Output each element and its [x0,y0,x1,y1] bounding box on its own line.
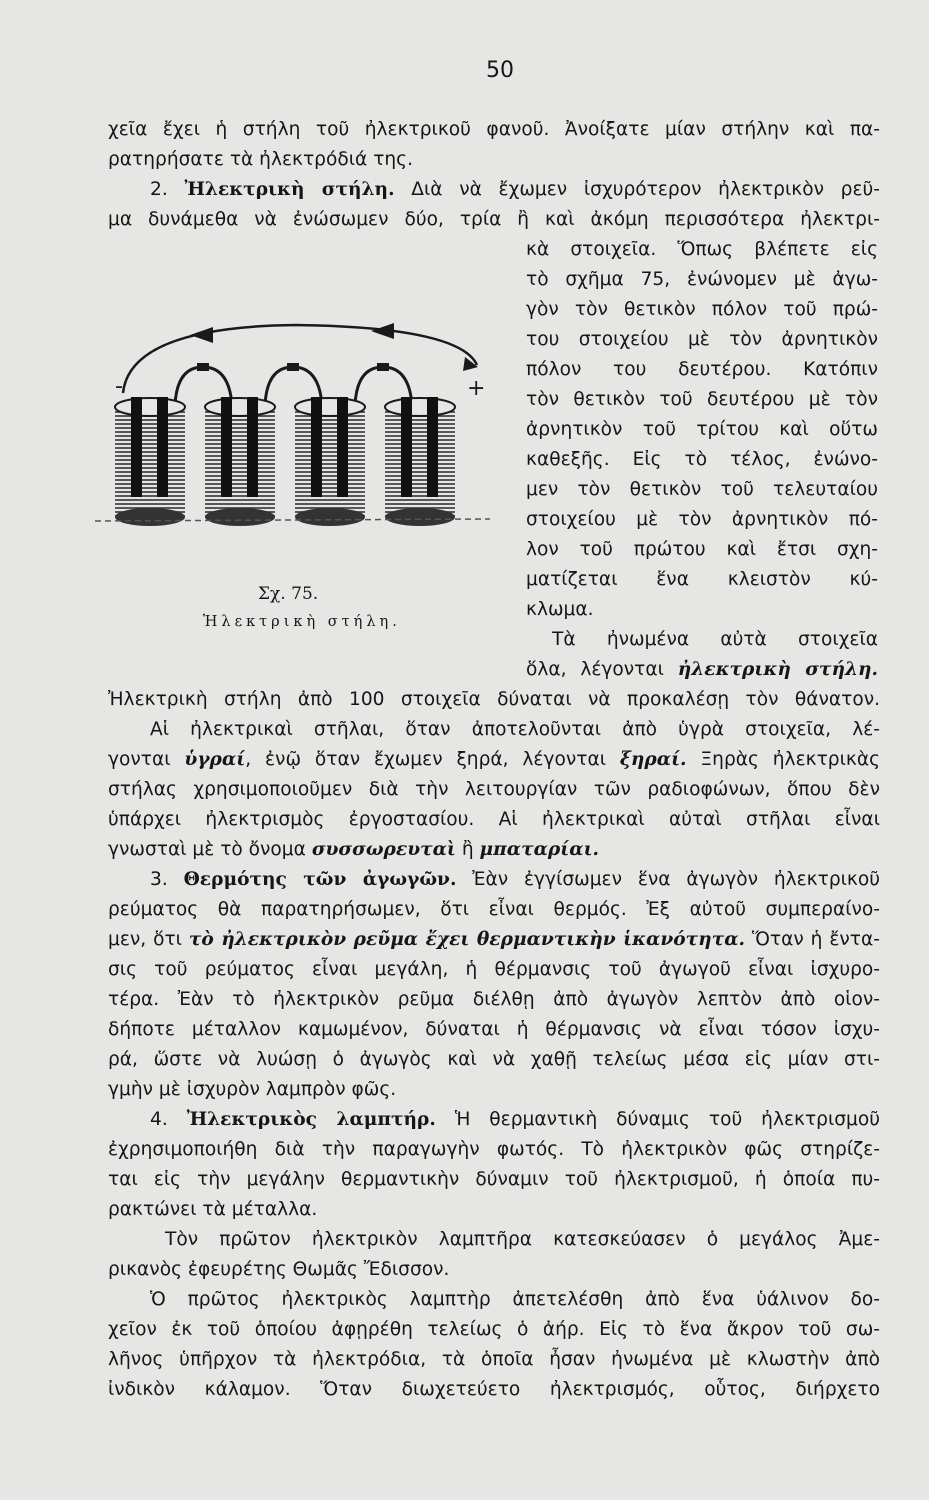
text-line: μεν, ὅτι τὸ ἠλεκτρικὸν ρεῦμα ἔχει θερμαντικὴν ἱκανότητα. Ὅταν ἡ ἔντα- [108,929,880,950]
arrow-icon [371,323,394,339]
text-line: Ὁ πρῶτος ἠλεκτρικὸς λαμπτὴρ ἀπετελέσθη ἀπὸ ἕνα ὑάλινον δο- [150,1289,880,1310]
emphasis-term: ὑγραί [184,749,246,770]
text-line: 3. Θερμότης τῶν ἀγωγῶν. Ἐὰν ἐγγίσωμεν ἕνα ἀγωγὸν ἠλεκτρικοῦ [150,869,881,890]
text-line: πόλον του δευτέρου. Κατόπιν [526,359,878,380]
cell [115,397,185,526]
text-line: κὰ στοιχεῖα. Ὅπως βλέπετε εἰς [526,239,878,260]
text-line: χεῖον ἐκ τοῦ ὁποίου ἀφῃρέθη τελείως ὁ ἀήρ. Εἰς τὸ ἕνα ἄκρον τοῦ σω- [108,1319,880,1340]
arrow-icon [190,327,213,343]
section-heading: Ἠλεκτρικὴ στήλη. [184,179,395,200]
text-line: τέρα. Ἐὰν τὸ ἠλεκτρικὸν ρεῦμα διέλθῃ ἀπὸ ἀγωγὸν λεπτὸν ἀπὸ οἱον- [108,989,880,1010]
text-line: γνωσταὶ μὲ τὸ ὄνομα συσσωρευταὶ ἢ μπαταρίαι. [108,839,600,860]
text-line: ρά, ὥστε νὰ λυώσῃ ὁ ἀγωγὸς καὶ νὰ χαθῇ τελείως μέσα εἰς μίαν στι- [108,1049,880,1070]
text-line: ἰνδικὸν κάλαμον. Ὅταν διωχετεύετο ἠλεκτρισμός, οὗτος, διήρχετο [108,1379,880,1400]
figure-number: Σχ. 75. [258,584,319,604]
emphasis-term: ἠλεκτρικὴ στήλη. [677,659,878,680]
section-heading: Θερμότης τῶν ἀγωγῶν. [183,869,457,890]
text-line: ται εἰς τὴν μεγάλην θερμαντικὴν δύναμιν τοῦ ἠλεκτρισμοῦ, ἡ ὁποία πυ- [108,1169,880,1190]
text-line: Αἱ ἠλεκτρικαὶ στῆλαι, ὅταν ἀποτελοῦνται ἀπὸ ὑγρὰ στοιχεῖα, λέ- [150,719,880,740]
text-line: μα δυνάμεθα νὰ ἐνώσωμεν δύο, τρία ἢ καὶ ἀκόμη περισσότερα ἠλεκτρι- [108,209,880,230]
text-line: τὸ σχῆμα 75, ἐνώνομεν μὲ ἀγω- [526,269,878,290]
text-line: ρικανὸς ἐφευρέτης Θωμᾶς Ἔδισσον. [108,1259,450,1280]
text-line: λον τοῦ πρώτου καὶ ἔτσι σχη- [526,539,878,560]
return-wire [123,325,477,393]
battery-figure [95,315,495,585]
text-line: 2. Ἠλεκτρικὴ στήλη. Διὰ νὰ ἔχωμεν ἰσχυρότερον ἠλεκτρικὸν ρεῦ- [150,179,880,200]
text-line: Τὸν πρῶτον ἠλεκτρικὸν λαμπτῆρα κατεσκεύασεν ὁ μεγάλος Ἀμε- [165,1229,880,1250]
text-line: ρακτώνει τὰ μέταλλα. [108,1199,318,1220]
text-line: γμὴν μὲ ἰσχυρὸν λαμπρὸν φῶς. [108,1079,397,1100]
section-heading: Ἠλεκτρικὸς λαμπτήρ. [186,1109,436,1130]
page-number: 50 [486,58,514,83]
text-line: ἀρνητικὸν τοῦ τρίτου καὶ οὕτω [526,419,878,440]
text-line: μεν τὸν θετικὸν τοῦ τελευταίου [526,479,878,500]
text-line: Τὰ ἠνωμένα αὐτὰ στοιχεῖα [552,629,878,650]
text-line: κλωμα. [526,599,594,620]
text-line: χεῖα ἔχει ἡ στήλη τοῦ ἠλεκτρικοῦ φανοῦ. Ἀνοίξατε μίαν στήλην καὶ πα- [108,119,880,140]
plus-sign: + [467,376,486,401]
cell [295,397,365,526]
emphasis-term: συσσωρευταὶ [311,839,456,860]
figure-caption: Ἡλεκτρικὴ στήλη. [203,614,401,630]
text-line: στήλας χρησιμοποιοῦμεν διὰ τὴν λειτουργίαν τῶν ραδιοφώνων, ὅπου δὲν [108,779,880,800]
text-line: γὸν τὸν θετικὸν πόλον τοῦ πρώ- [526,299,878,320]
text-line: ρεύματος θὰ παρατηρήσωμεν, ὅτι εἶναι θερμός. Ἐξ αὐτοῦ συμπεραίνο- [108,899,880,920]
text-line: λῆνος ὑπῆρχον τὰ ἠλεκτρόδια, τὰ ὁποῖα ἦσαν ἠνωμένα μὲ κλωστὴν ἀπὸ [108,1349,880,1370]
text-line: δήποτε μέταλλον καμωμένον, δύναται ἡ θέρμανσις νὰ εἶναι τόσον ἰσχυ- [108,1019,880,1040]
emphasis-term: τὸ ἠλεκτρικὸν ρεῦμα ἔχει θερμαντικὴν ἱκανότητα. [188,929,745,950]
text-line: ὑπάρχει ἠλεκτρισμὸς ἐργοστασίου. Αἱ ἠλεκτρικαὶ αὐταὶ στῆλαι εἶναι [108,809,880,830]
text-line: τὸν θετικὸν τοῦ δευτέρου μὲ τὸν [526,389,878,410]
text-line: του στοιχείου μὲ τὸν ἀρνητικὸν [526,329,878,350]
text-line: στοιχείου μὲ τὸν ἀρνητικὸν πό- [526,509,878,530]
minus-sign: - [115,374,123,399]
text-line: 4. Ἠλεκτρικὸς λαμπτήρ. Ἡ θερμαντικὴ δύναμις τοῦ ἠλεκτρισμοῦ [150,1109,881,1130]
cell [385,397,455,526]
text-line: ρατηρήσατε τὰ ἠλεκτρόδιά της. [108,149,413,170]
text-line: ἐχρησιμοποιήθη διὰ τὴν παραγωγὴν φωτός. Τὸ ἠλεκτρικὸν φῶς στηρίζε- [108,1139,880,1160]
cell [205,397,275,526]
emphasis-term: μπαταρίαι. [479,839,600,860]
text-line: ματίζεται ἕνα κλειστὸν κύ- [526,569,878,590]
text-line: γονται ὑγραί, ἐνῷ ὅταν ἔχωμεν ξηρά, λέγονται ξηραί. Ξηρὰς ἠλεκτρικὰς [108,749,880,770]
text-line: καθεξῆς. Εἰς τὸ τέλος, ἐνώνο- [526,449,878,470]
emphasis-term: ξηραί. [619,749,687,770]
text-line: σις τοῦ ρεύματος εἶναι μεγάλη, ἡ θέρμανσις τοῦ ἀγωγοῦ εἶναι ἰσχυρο- [108,959,880,980]
text-line: Ἠλεκτρικὴ στήλη ἀπὸ 100 στοιχεῖα δύναται νὰ προκαλέσῃ τὸν θάνατον. [108,689,880,710]
text-line: ὅλα, λέγονται ἠλεκτρικὴ στήλη. [526,659,878,680]
